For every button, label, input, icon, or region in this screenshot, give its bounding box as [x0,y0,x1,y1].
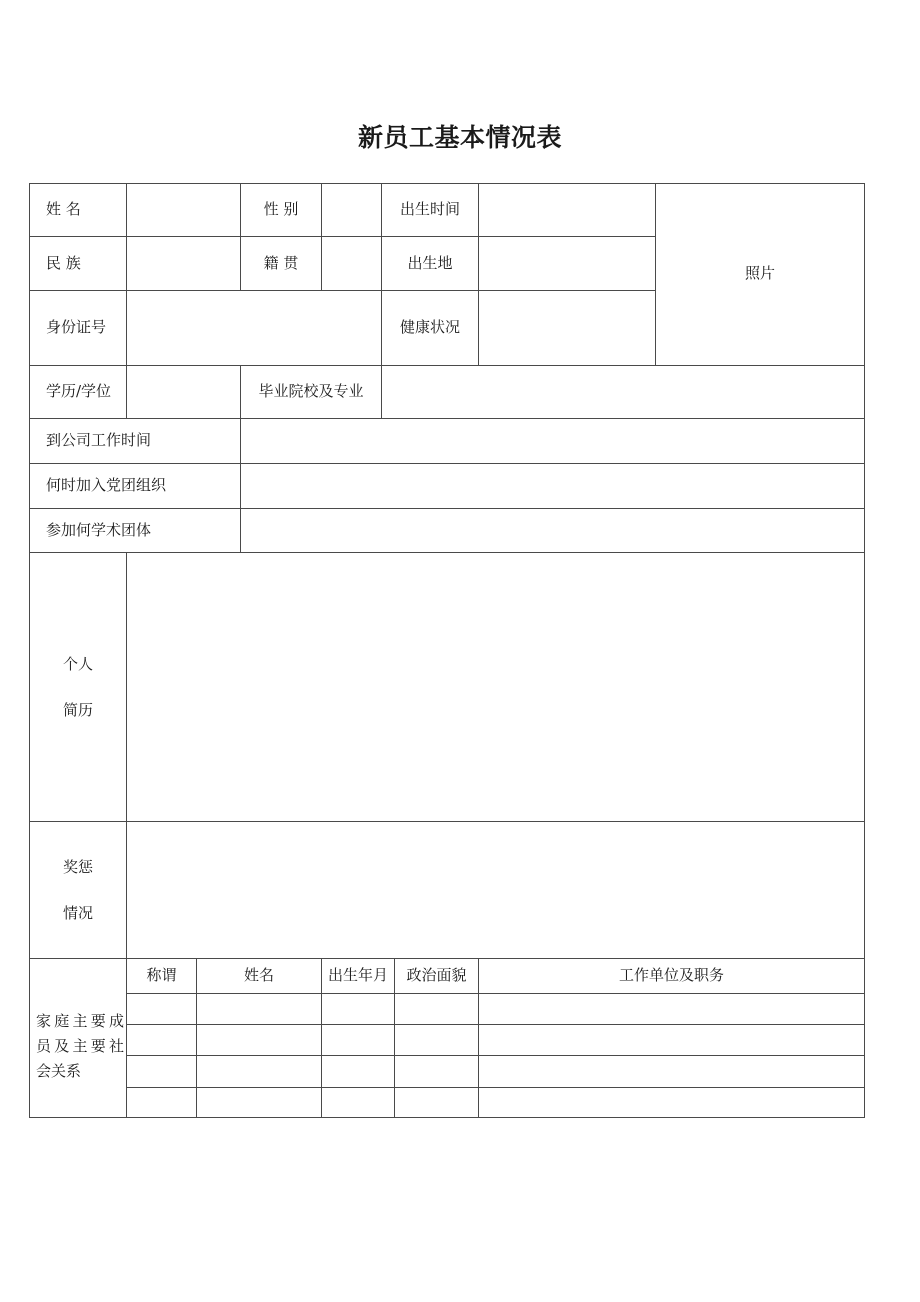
education-field[interactable] [126,365,241,419]
native-place-label [240,236,322,291]
family-row2-birth[interactable] [321,1024,395,1056]
family-row2-name[interactable] [196,1024,322,1056]
education-label-text: 学历/学位 [46,382,112,401]
name-label [29,183,127,237]
family-row1-name[interactable] [196,993,322,1025]
resume-field[interactable] [126,552,865,822]
family-col-birth-text: 出生年月 [327,966,388,985]
family-label-line1: 家庭主要成 [36,1011,124,1030]
birthplace-label [381,236,479,291]
family-col-birth [321,958,395,994]
page-title: 新员工基本情况表 [357,123,562,152]
ethnicity-field[interactable] [126,236,241,291]
rewards-label-line2: 情况 [62,904,93,922]
join-company-date-label-text: 到公司工作时间 [46,431,152,450]
family-row1-political[interactable] [394,993,479,1025]
family-row3-name[interactable] [196,1055,322,1088]
resume-label [29,552,127,822]
family-row1-employer[interactable] [478,993,865,1025]
id-number-label-text: 身份证号 [46,318,107,337]
photo-label: 照片 [744,263,775,282]
birthplace-label-text: 出生地 [407,253,453,272]
family-row1-birth[interactable] [321,993,395,1025]
join-company-date-label [29,418,241,464]
school-major-label [240,365,382,419]
family-row4-relation[interactable] [126,1087,197,1118]
family-row3-political[interactable] [394,1055,479,1088]
family-row4-birth[interactable] [321,1087,395,1118]
family-row2-employer[interactable] [478,1024,865,1056]
family-row3-relation[interactable] [126,1055,197,1088]
family-row4-employer[interactable] [478,1087,865,1118]
gender-label [240,183,322,237]
health-label-text: 健康状况 [399,318,460,337]
family-col-political-text: 政治面貌 [406,966,467,985]
native-place-label-text: 籍 贯 [263,253,299,272]
school-major-label-text: 毕业院校及专业 [258,382,364,401]
rewards-field[interactable] [126,821,865,959]
family-col-employer-text: 工作单位及职务 [618,966,724,985]
academic-groups-label [29,508,241,553]
family-row2-political[interactable] [394,1024,479,1056]
resume-label-line2: 简历 [62,701,93,719]
family-row1-relation[interactable] [126,993,197,1025]
family-col-name-text: 姓名 [243,966,274,985]
family-label-line3: 会关系 [36,1061,82,1080]
gender-label-text: 性 别 [263,200,299,219]
family-row3-employer[interactable] [478,1055,865,1088]
health-field[interactable] [478,290,656,366]
name-field[interactable] [126,183,241,237]
native-place-field[interactable] [321,236,382,291]
family-row4-name[interactable] [196,1087,322,1118]
family-col-name [196,958,322,994]
family-relations-label-text [36,1009,124,1084]
birth-date-label-text: 出生时间 [399,200,460,219]
family-col-employer [478,958,865,994]
rewards-label [29,821,127,959]
health-label [381,290,479,366]
id-number-field[interactable] [126,290,382,366]
ethnicity-label-text: 民 族 [46,253,81,272]
join-party-date-field[interactable] [240,463,865,509]
photo-box[interactable] [655,183,865,366]
id-number-label [29,290,127,366]
family-label-line2: 员及主要社 [36,1036,124,1055]
resume-label-line1: 个人 [62,655,93,673]
family-row4-political[interactable] [394,1087,479,1118]
join-party-date-label-text: 何时加入党团组织 [46,476,167,495]
family-row2-relation[interactable] [126,1024,197,1056]
family-col-relation-text: 称谓 [146,966,177,985]
birthplace-field[interactable] [478,236,656,291]
family-relations-label [29,958,127,1118]
join-party-date-label [29,463,241,509]
school-major-field[interactable] [381,365,865,419]
name-label-text: 姓 名 [46,200,81,219]
education-label [29,365,127,419]
gender-field[interactable] [321,183,382,237]
join-company-date-field[interactable] [240,418,865,464]
academic-groups-label-text: 参加何学术团体 [46,520,152,539]
ethnicity-label [29,236,127,291]
family-row3-birth[interactable] [321,1055,395,1088]
academic-groups-field[interactable] [240,508,865,553]
birth-date-field[interactable] [478,183,656,237]
family-col-political [394,958,479,994]
family-col-relation [126,958,197,994]
rewards-label-line1: 奖惩 [62,858,93,876]
birth-date-label [381,183,479,237]
